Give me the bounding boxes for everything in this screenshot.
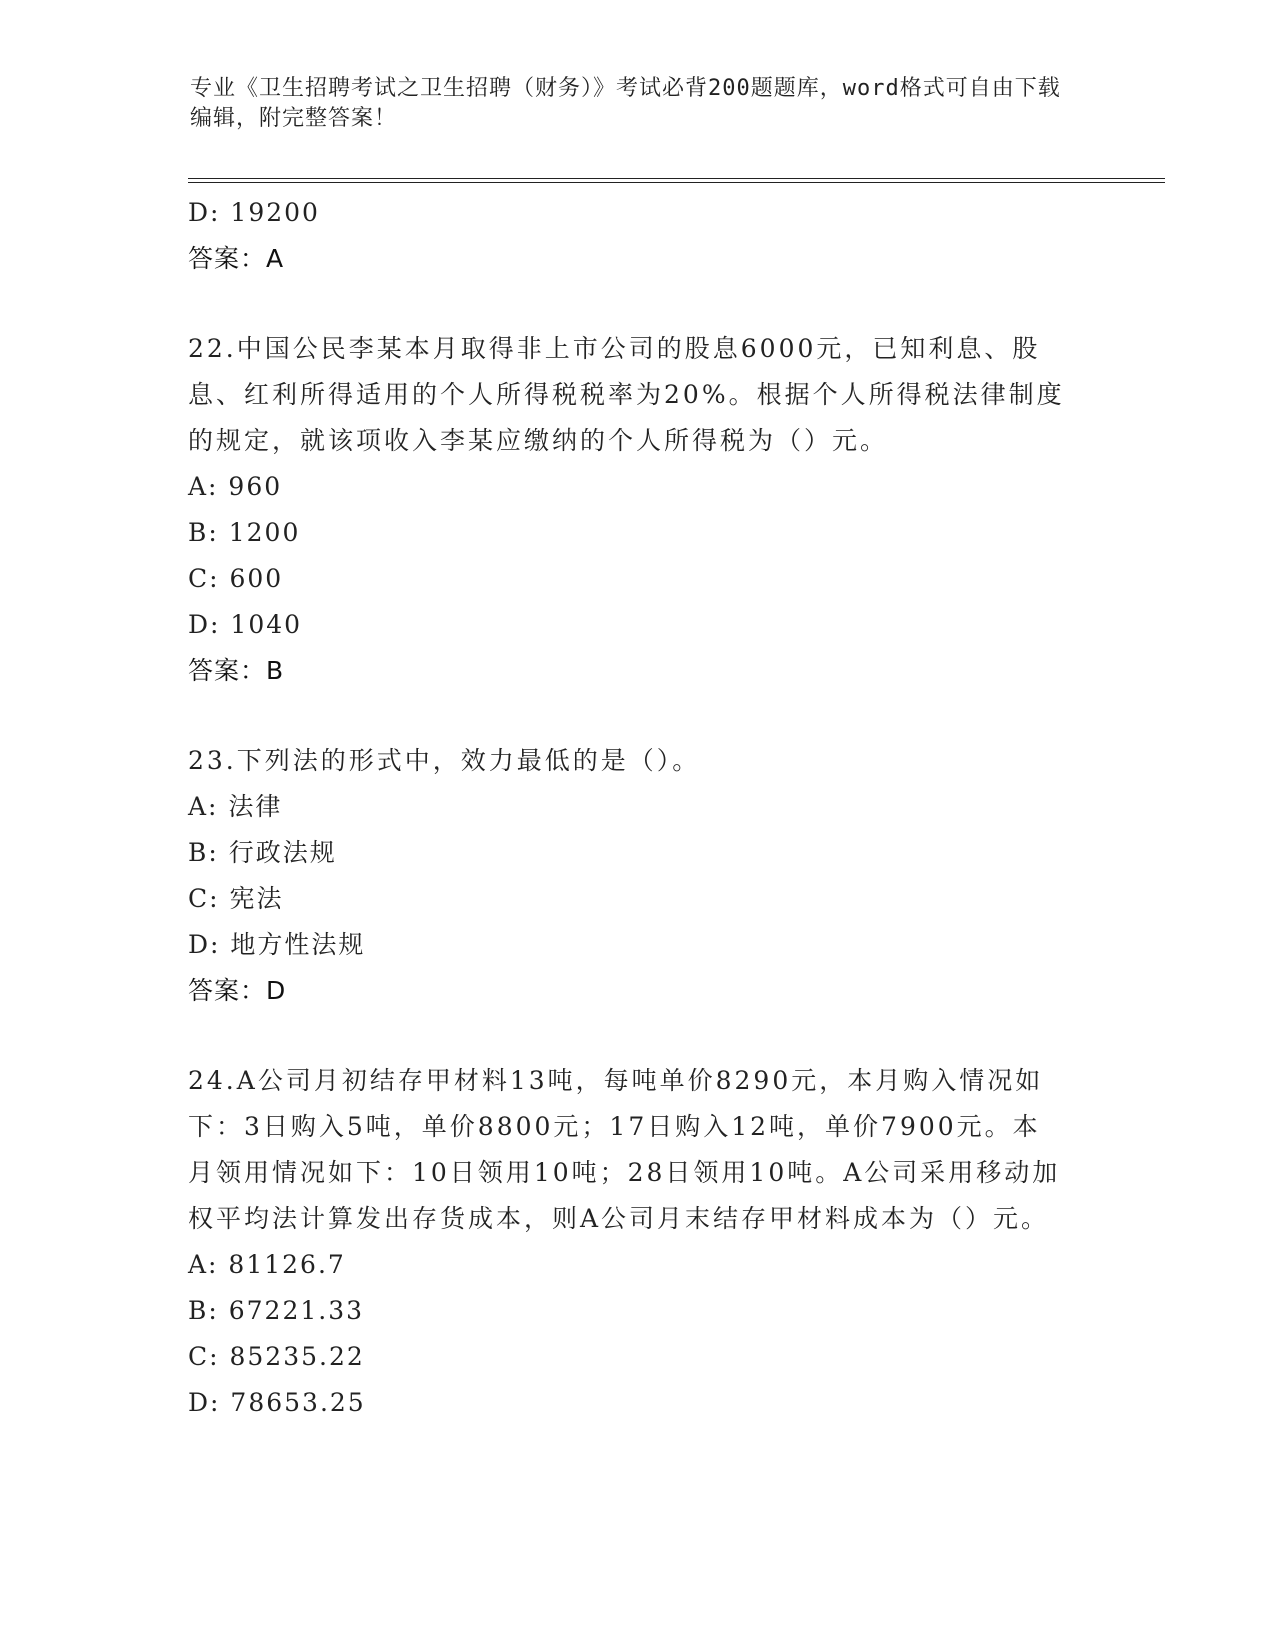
option-b: B: 1200: [188, 518, 301, 547]
question-22: [188, 326, 1068, 694]
option-c: C: 85235.22: [188, 1342, 365, 1371]
option-a: A: 960: [188, 472, 283, 501]
question-text: 23.下列法的形式中，效力最低的是（）。: [188, 746, 701, 775]
option-b: B: 行政法规: [188, 838, 337, 867]
header-divider: [188, 178, 1165, 183]
document-header: 专业《卫生招聘考试之卫生招聘（财务）》考试必背200题题库，word格式可自由下载编辑，附完整答案！: [190, 76, 1061, 131]
option-d: D: 78653.25: [188, 1388, 366, 1417]
option-d: D: 19200: [188, 198, 320, 227]
option-d: D: 1040: [188, 610, 303, 639]
option-b: B: 67221.33: [188, 1296, 365, 1325]
option-d: D: 地方性法规: [188, 930, 366, 959]
option-c: C: 宪法: [188, 884, 284, 913]
option-a: A: 81126.7: [188, 1250, 346, 1279]
answer-line: 答案：B: [188, 656, 285, 685]
option-c: C: 600: [188, 564, 284, 593]
question-23: [188, 738, 1068, 1014]
question-list: [188, 190, 1068, 1426]
answer-line: 答案：D: [188, 976, 287, 1005]
question-text: 22.中国公民李某本月取得非上市公司的股息6000元，已知利息、股息、红利所得适用的个人所得税税率为20%。根据个人所得税法律制度的规定，就该项收入李某应缴纳的个人所得税为（）元。: [188, 334, 1065, 455]
question-24: [188, 1058, 1068, 1426]
question-text: 24.A公司月初结存甲材料13吨，每吨单价8290元，本月购入情况如下：3日购入5吨，单价8800元；17日购入12吨，单价7900元。本月领用情况如下：10日领用10吨；28日领用10吨。A公司采用移动加权平均法计算发出存货成本，则A公司月末结存甲材料成本为（）元。: [188, 1066, 1061, 1233]
answer-line: 答案：A: [188, 244, 285, 273]
option-a: A: 法律: [188, 792, 283, 821]
